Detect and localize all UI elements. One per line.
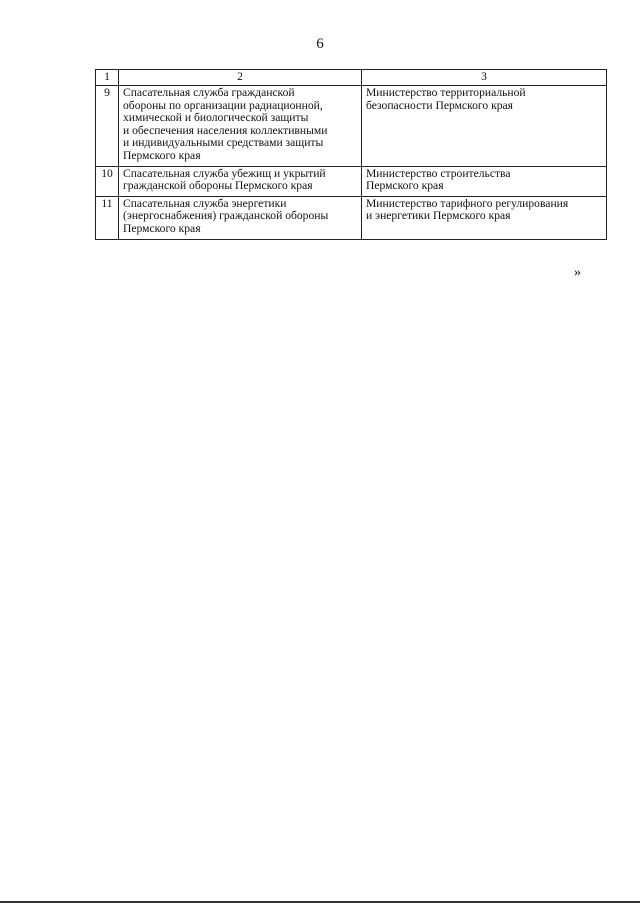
row-number: 9 xyxy=(96,86,119,167)
service-name: Спасательная служба убежищ и укрытий гражданской обороны Пермского края xyxy=(119,166,362,196)
table-row xyxy=(96,86,607,167)
row-number: 10 xyxy=(96,166,119,196)
service-name: Спасательная служба энергетики (энергоснабжения) гражданской обороны Пермского края xyxy=(119,196,362,239)
column-header-number: 1 xyxy=(96,70,119,86)
table-header-row xyxy=(96,70,607,86)
table-row xyxy=(96,166,607,196)
column-header-ministry: 3 xyxy=(362,70,607,86)
page-bottom-edge xyxy=(0,901,640,903)
service-name: Спасательная служба гражданской обороны по организации радиационной, химической и биологической защиты и обеспечения населения коллективными и индивидуальными средствами защиты Пермского края xyxy=(119,86,362,167)
table-row xyxy=(96,196,607,239)
responsible-ministry: Министерство тарифного регулирования и энергетики Пермского края xyxy=(362,196,607,239)
row-number: 11 xyxy=(96,196,119,239)
closing-quote-mark: » xyxy=(574,265,581,280)
responsible-ministry: Министерство территориальной безопасности Пермского края xyxy=(362,86,607,167)
responsible-ministry: Министерство строительства Пермского края xyxy=(362,166,607,196)
services-table xyxy=(95,69,607,240)
column-header-service: 2 xyxy=(119,70,362,86)
page-number: 6 xyxy=(316,36,324,52)
